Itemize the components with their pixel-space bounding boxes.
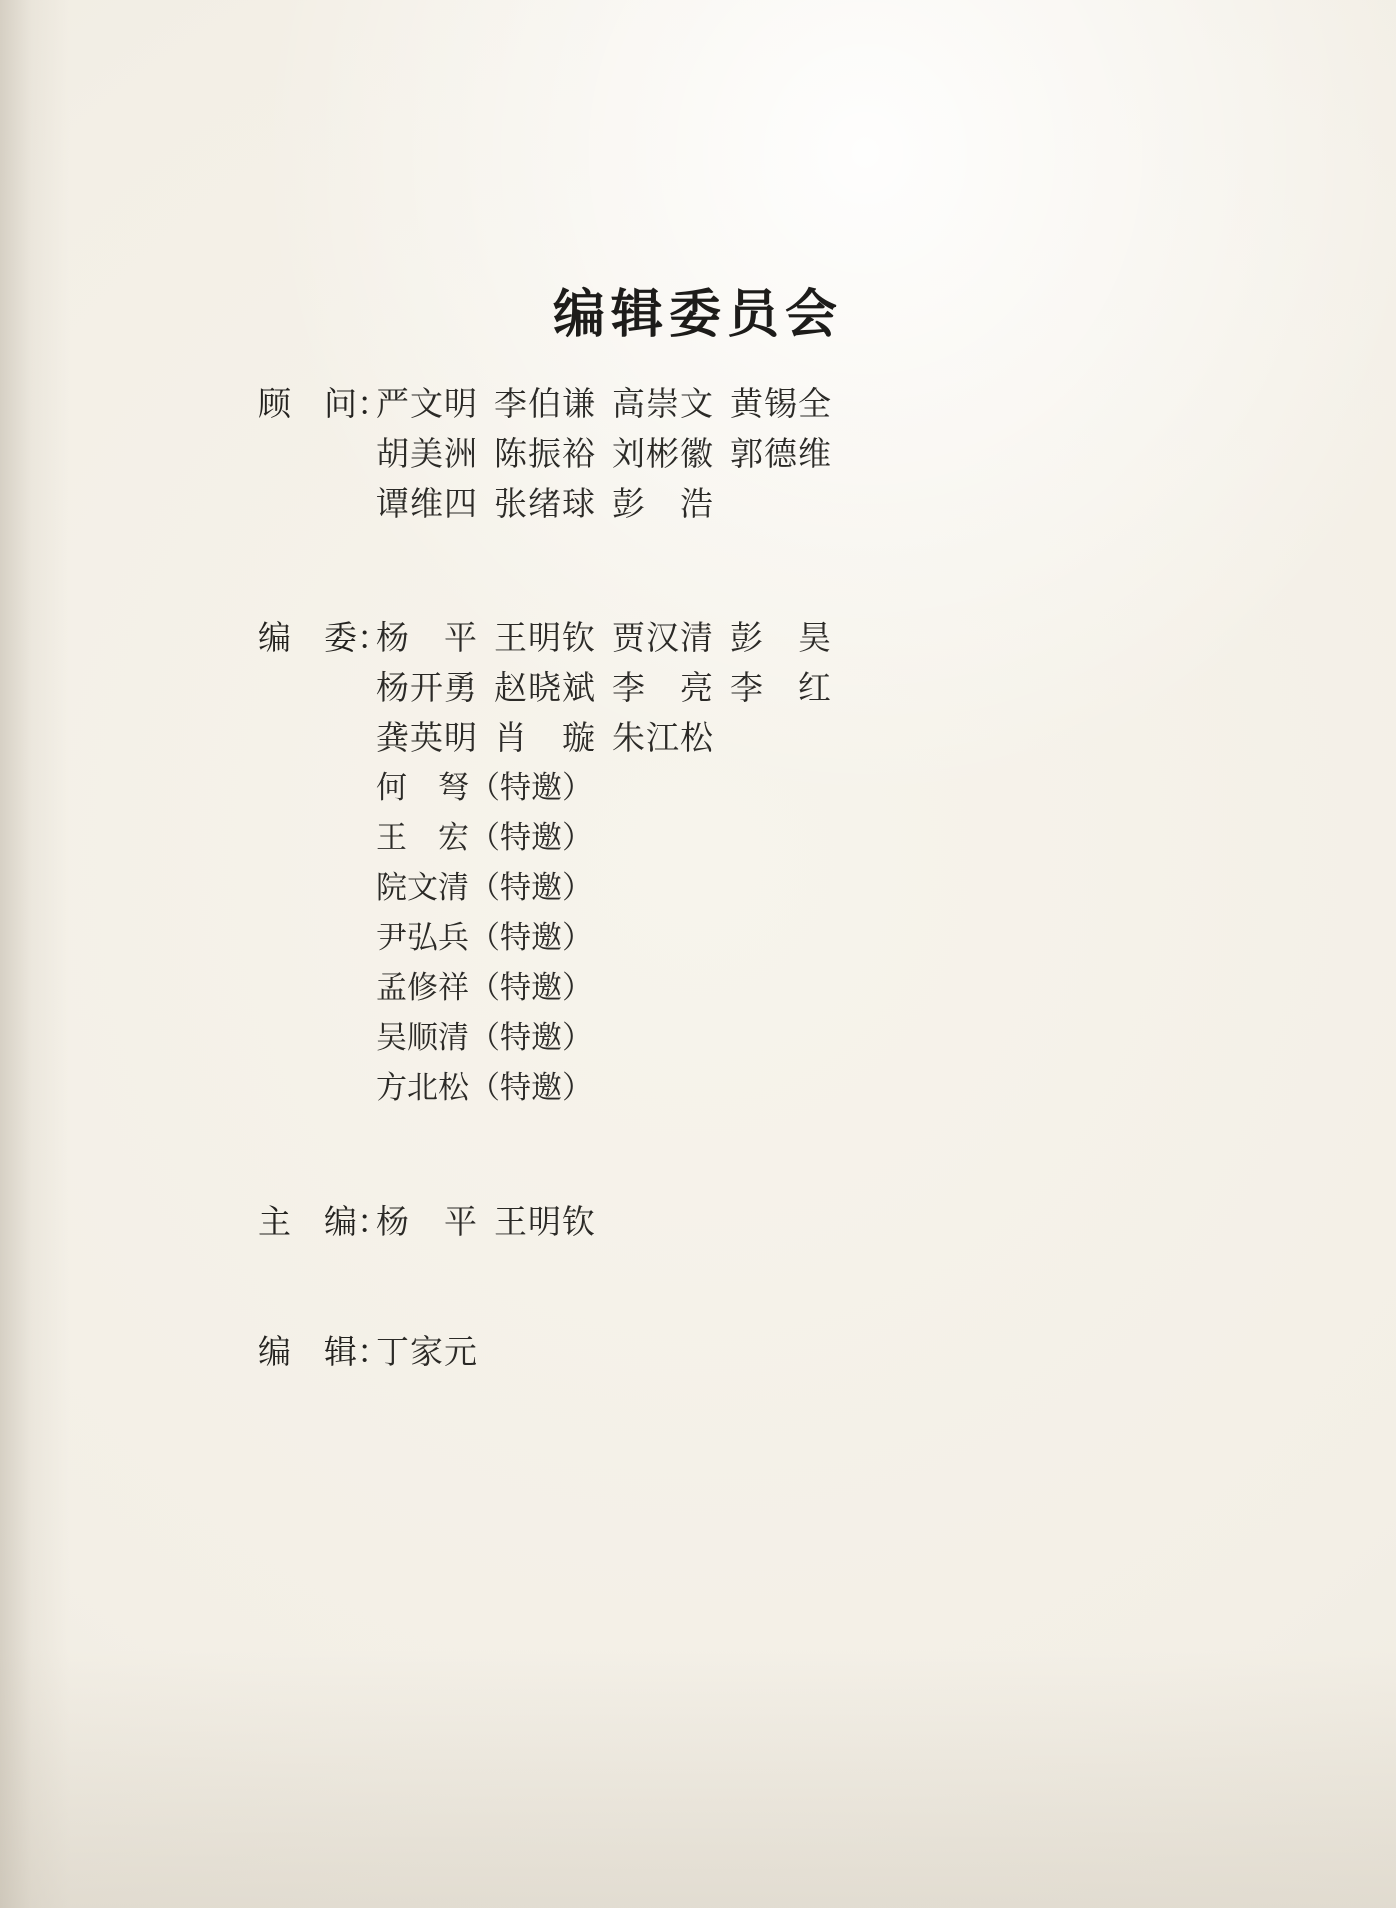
name-item: 杨开勇 xyxy=(376,668,478,707)
name-item-invited: 吴顺清（特邀） xyxy=(376,1020,593,1056)
section-label-chief-editors: 主 编： xyxy=(258,1202,390,1241)
list-row xyxy=(258,712,1158,762)
name-item: 赵晓斌 xyxy=(494,668,596,707)
name-item: 贾汉清 xyxy=(612,618,714,657)
name-item: 胡美洲 xyxy=(376,434,478,473)
section-label-editorial-members: 编 委： xyxy=(258,618,390,657)
list-row xyxy=(258,1196,1158,1246)
name-item: 杨 平 xyxy=(376,618,478,657)
name-item: 高崇文 xyxy=(612,384,714,423)
committee-list xyxy=(258,378,1158,1420)
name-item: 丁家元 xyxy=(376,1332,478,1371)
name-item: 李 红 xyxy=(730,668,832,707)
name-item: 李伯谦 xyxy=(494,384,596,423)
name-item: 王明钦 xyxy=(494,618,596,657)
name-item: 彭 浩 xyxy=(612,484,714,523)
name-item: 杨 平 xyxy=(376,1202,478,1241)
section-advisors xyxy=(258,378,1158,528)
name-item: 肖 璇 xyxy=(494,718,596,757)
list-row xyxy=(258,812,1158,862)
name-item: 郭德维 xyxy=(730,434,832,473)
section-chief-editors xyxy=(258,1196,1158,1246)
list-row xyxy=(258,912,1158,962)
list-row xyxy=(258,1062,1158,1112)
section-gap xyxy=(258,1286,1158,1326)
name-item: 龚英明 xyxy=(376,718,478,757)
name-item: 彭 昊 xyxy=(730,618,832,657)
section-label-advisors: 顾 问： xyxy=(258,384,390,423)
list-row xyxy=(258,378,1158,428)
name-item: 刘彬徽 xyxy=(612,434,714,473)
list-row xyxy=(258,1326,1158,1376)
name-item: 朱江松 xyxy=(612,718,714,757)
name-item-invited: 方北松（特邀） xyxy=(376,1070,593,1106)
section-editor xyxy=(258,1326,1158,1376)
list-row xyxy=(258,428,1158,478)
name-item-invited: 何 弩（特邀） xyxy=(376,770,593,806)
section-label-editor: 编 辑： xyxy=(258,1332,390,1371)
name-item: 王明钦 xyxy=(494,1202,596,1241)
name-item: 李 亮 xyxy=(612,668,714,707)
list-row xyxy=(258,478,1158,528)
list-row xyxy=(258,612,1158,662)
name-item-invited: 王 宏（特邀） xyxy=(376,820,593,856)
section-gap xyxy=(258,1156,1158,1196)
list-row xyxy=(258,662,1158,712)
name-item: 严文明 xyxy=(376,384,478,423)
page-title: 编辑委员会 xyxy=(552,284,843,345)
section-editorial-members xyxy=(258,612,1158,1112)
list-row xyxy=(258,762,1158,812)
name-item: 谭维四 xyxy=(376,484,478,523)
name-item: 黄锡全 xyxy=(730,384,832,423)
name-item-invited: 院文清（特邀） xyxy=(376,870,593,906)
section-gap xyxy=(258,572,1158,612)
list-row xyxy=(258,862,1158,912)
name-item: 陈振裕 xyxy=(494,434,596,473)
name-item-invited: 尹弘兵（特邀） xyxy=(376,920,593,956)
name-item: 张绪球 xyxy=(494,484,596,523)
name-item-invited: 孟修祥（特邀） xyxy=(376,970,593,1006)
list-row xyxy=(258,962,1158,1012)
list-row xyxy=(258,1012,1158,1062)
